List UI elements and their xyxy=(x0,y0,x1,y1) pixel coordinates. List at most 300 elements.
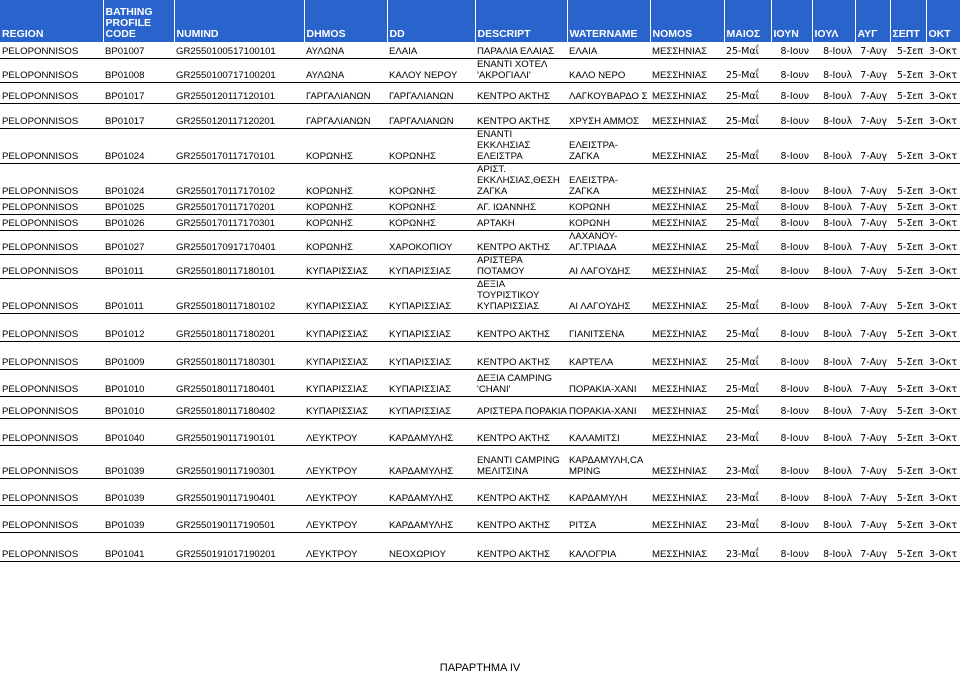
col-nomos-cell: ΜΕΣΣΗΝΙΑΣ xyxy=(650,396,724,418)
col-watername-cell: ΑΙ ΛΑΓΟΥΔΗΣ xyxy=(567,278,650,313)
col-dd-cell: ΚΑΡΔΑΜΥΛΗΣ xyxy=(387,478,475,505)
col-okt-cell: 3-Οκτ xyxy=(926,163,960,198)
col-ioun-cell: 8-Ιουν xyxy=(771,532,812,561)
col-sept-cell: 5-Σεπ xyxy=(890,278,926,313)
col-maios-cell: 25-Μαΐ xyxy=(724,198,771,214)
col-dhmos-cell: ΛΕΥΚΤΡΟΥ xyxy=(304,445,387,478)
col-region-cell: PELOPONNISOS xyxy=(0,163,103,198)
col-region-cell: PELOPONNISOS xyxy=(0,278,103,313)
col-dd-cell: ΚΑΡΔΑΜΥΛΗΣ xyxy=(387,505,475,532)
col-dd-cell: ΚΟΡΩΝΗΣ xyxy=(387,198,475,214)
col-avg-cell: 7-Αυγ xyxy=(855,396,890,418)
col-descript-cell: ΑΡΙΣΤ. ΕΚΚΛΗΣΙΑΣ,ΘΕΣΗ ΖΑΓΚΑ xyxy=(475,163,567,198)
col-descript-cell: ΕΝΑΝΤΙ ΧΟΤΕΛ 'ΑΚΡΟΓΙΑΛΙ' xyxy=(475,58,567,82)
col-okt-cell: 3-Οκτ xyxy=(926,532,960,561)
col-nomos-cell: ΜΕΣΣΗΝΙΑΣ xyxy=(650,313,724,341)
col-nomos-cell: ΜΕΣΣΗΝΙΑΣ xyxy=(650,369,724,396)
col-ioul-cell: 8-Ιουλ xyxy=(812,42,855,58)
col-sept-cell: 5-Σεπ xyxy=(890,341,926,369)
col-ioun-cell: 8-Ιουν xyxy=(771,445,812,478)
col-bathing-profile-code-cell: BP01011 xyxy=(103,254,174,278)
col-dd-cell: ΝΕΟΧΩΡΙΟΥ xyxy=(387,532,475,561)
col-bathing-profile-code-cell: BP01008 xyxy=(103,58,174,82)
col-numind-cell: GR2550170917170401 xyxy=(174,230,304,254)
col-ioun-cell: 8-Ιουν xyxy=(771,369,812,396)
col-ioun-cell: 8-Ιουν xyxy=(771,58,812,82)
col-dhmos-cell: ΓΑΡΓΑΛΙΑΝΩΝ xyxy=(304,103,387,128)
col-maios-cell: 25-Μαΐ xyxy=(724,163,771,198)
col-dd-cell: ΚΥΠΑΡΙΣΣΙΑΣ xyxy=(387,369,475,396)
col-ioul-cell: 8-Ιουλ xyxy=(812,254,855,278)
col-maios-cell: 23-Μαΐ xyxy=(724,418,771,445)
table-row xyxy=(0,163,960,198)
col-avg-cell: 7-Αυγ xyxy=(855,532,890,561)
table-row xyxy=(0,341,960,369)
col-dhmos-cell: ΚΟΡΩΝΗΣ xyxy=(304,230,387,254)
col-numind-header: NUMIND xyxy=(174,0,304,42)
col-region-cell: PELOPONNISOS xyxy=(0,42,103,58)
table-row xyxy=(0,505,960,532)
col-nomos-cell: ΜΕΣΣΗΝΙΑΣ xyxy=(650,254,724,278)
col-dd-cell: ΓΑΡΓΑΛΙΑΝΩΝ xyxy=(387,103,475,128)
col-sept-cell: 5-Σεπ xyxy=(890,230,926,254)
col-maios-cell: 25-Μαΐ xyxy=(724,214,771,230)
col-okt-cell: 3-Οκτ xyxy=(926,58,960,82)
col-numind-cell: GR2550191017190201 xyxy=(174,532,304,561)
col-watername-cell: ΠΟΡΑΚΙΑ-ΧΑΝΙ xyxy=(567,396,650,418)
col-watername-cell: ΚΑΛΟΓΡΙΑ xyxy=(567,532,650,561)
col-dd-cell: ΚΑΡΔΑΜΥΛΗΣ xyxy=(387,445,475,478)
col-dd-cell: ΚΥΠΑΡΙΣΣΙΑΣ xyxy=(387,341,475,369)
col-maios-cell: 25-Μαΐ xyxy=(724,103,771,128)
col-ioul-cell: 8-Ιουλ xyxy=(812,478,855,505)
col-descript-cell: ΑΡΙΣΤΕΡΑ ΠΟΤΑΜΟΥ xyxy=(475,254,567,278)
col-sept-cell: 5-Σεπ xyxy=(890,418,926,445)
col-maios-cell: 25-Μαΐ xyxy=(724,341,771,369)
col-bathing-profile-code-cell: BP01017 xyxy=(103,82,174,103)
col-avg-cell: 7-Αυγ xyxy=(855,418,890,445)
col-sept-cell: 5-Σεπ xyxy=(890,214,926,230)
col-descript-cell: ΚΕΝΤΡΟ ΑΚΤΗΣ xyxy=(475,418,567,445)
col-avg-cell: 7-Αυγ xyxy=(855,478,890,505)
col-descript-cell: ΚΕΝΤΡΟ ΑΚΤΗΣ xyxy=(475,82,567,103)
col-ioun-cell: 8-Ιουν xyxy=(771,341,812,369)
col-numind-cell: GR2550190117190301 xyxy=(174,445,304,478)
col-okt-cell: 3-Οκτ xyxy=(926,478,960,505)
col-okt-cell: 3-Οκτ xyxy=(926,198,960,214)
col-numind-cell: GR2550180117180101 xyxy=(174,254,304,278)
col-avg-cell: 7-Αυγ xyxy=(855,103,890,128)
table-row xyxy=(0,396,960,418)
col-dhmos-cell: ΑΥΛΩΝΑ xyxy=(304,42,387,58)
col-dhmos-cell: ΚΟΡΩΝΗΣ xyxy=(304,128,387,163)
col-sept-cell: 5-Σεπ xyxy=(890,163,926,198)
col-nomos-cell: ΜΕΣΣΗΝΙΑΣ xyxy=(650,58,724,82)
col-okt-cell: 3-Οκτ xyxy=(926,369,960,396)
col-ioun-cell: 8-Ιουν xyxy=(771,128,812,163)
col-avg-cell: 7-Αυγ xyxy=(855,128,890,163)
col-ioul-cell: 8-Ιουλ xyxy=(812,505,855,532)
col-dhmos-cell: ΛΕΥΚΤΡΟΥ xyxy=(304,505,387,532)
table-row xyxy=(0,532,960,561)
col-maios-cell: 23-Μαΐ xyxy=(724,478,771,505)
col-region-cell: PELOPONNISOS xyxy=(0,445,103,478)
col-ioul-cell: 8-Ιουλ xyxy=(812,396,855,418)
col-dd-header: DD xyxy=(387,0,475,42)
col-descript-cell: ΚΕΝΤΡΟ ΑΚΤΗΣ xyxy=(475,478,567,505)
col-maios-cell: 23-Μαΐ xyxy=(724,532,771,561)
col-watername-cell: ΚΟΡΩΝΗ xyxy=(567,214,650,230)
col-watername-header: WATERNAME xyxy=(567,0,650,42)
col-watername-cell: ΕΛΕΙΣΤΡΑ- ΖΑΓΚΑ xyxy=(567,163,650,198)
col-bathing-profile-code-cell: BP01025 xyxy=(103,198,174,214)
col-region-cell: PELOPONNISOS xyxy=(0,313,103,341)
table-row xyxy=(0,82,960,103)
col-okt-cell: 3-Οκτ xyxy=(926,82,960,103)
table-row xyxy=(0,103,960,128)
col-sept-cell: 5-Σεπ xyxy=(890,82,926,103)
table-row xyxy=(0,369,960,396)
col-numind-cell: GR2550170117170201 xyxy=(174,198,304,214)
col-nomos-cell: ΜΕΣΣΗΝΙΑΣ xyxy=(650,341,724,369)
col-watername-cell: ΚΟΡΩΝΗ xyxy=(567,198,650,214)
col-ioul-cell: 8-Ιουλ xyxy=(812,418,855,445)
col-sept-cell: 5-Σεπ xyxy=(890,478,926,505)
col-maios-header: ΜΑΙΟΣ xyxy=(724,0,771,42)
col-avg-cell: 7-Αυγ xyxy=(855,230,890,254)
col-avg-cell: 7-Αυγ xyxy=(855,341,890,369)
col-dhmos-cell: ΚΥΠΑΡΙΣΣΙΑΣ xyxy=(304,313,387,341)
col-nomos-cell: ΜΕΣΣΗΝΙΑΣ xyxy=(650,505,724,532)
col-ioun-cell: 8-Ιουν xyxy=(771,478,812,505)
col-nomos-cell: ΜΕΣΣΗΝΙΑΣ xyxy=(650,478,724,505)
col-sept-cell: 5-Σεπ xyxy=(890,58,926,82)
col-bathing-profile-code-header: BATHING PROFILE CODE xyxy=(103,0,174,42)
col-maios-cell: 25-Μαΐ xyxy=(724,58,771,82)
col-region-cell: PELOPONNISOS xyxy=(0,128,103,163)
col-numind-cell: GR2550180117180401 xyxy=(174,369,304,396)
col-bathing-profile-code-cell: BP01024 xyxy=(103,163,174,198)
col-numind-cell: GR2550100517100101 xyxy=(174,42,304,58)
col-numind-cell: GR2550180117180201 xyxy=(174,313,304,341)
col-ioul-cell: 8-Ιουλ xyxy=(812,214,855,230)
footer-annex-label: ΠΑΡΑΡΤΗΜΑ IV xyxy=(439,662,521,674)
col-maios-cell: 25-Μαΐ xyxy=(724,82,771,103)
col-numind-cell: GR2550180117180402 xyxy=(174,396,304,418)
col-watername-cell: ΛΑΓΚΟΥΒΑΡΔΟ Σ xyxy=(567,82,650,103)
col-avg-cell: 7-Αυγ xyxy=(855,505,890,532)
col-avg-cell: 7-Αυγ xyxy=(855,198,890,214)
header-row xyxy=(0,0,960,42)
col-nomos-cell: ΜΕΣΣΗΝΙΑΣ xyxy=(650,418,724,445)
col-sept-header: ΣΕΠΤ xyxy=(890,0,926,42)
col-descript-cell: ΚΕΝΤΡΟ ΑΚΤΗΣ xyxy=(475,103,567,128)
col-dhmos-cell: ΓΑΡΓΑΛΙΑΝΩΝ xyxy=(304,82,387,103)
col-ioul-cell: 8-Ιουλ xyxy=(812,369,855,396)
col-maios-cell: 25-Μαΐ xyxy=(724,128,771,163)
col-nomos-cell: ΜΕΣΣΗΝΙΑΣ xyxy=(650,230,724,254)
col-okt-cell: 3-Οκτ xyxy=(926,254,960,278)
col-ioul-cell: 8-Ιουλ xyxy=(812,103,855,128)
col-region-cell: PELOPONNISOS xyxy=(0,82,103,103)
col-watername-cell: ΚΑΡΤΕΛΑ xyxy=(567,341,650,369)
col-bathing-profile-code-cell: BP01009 xyxy=(103,341,174,369)
col-watername-cell: ΓΙΑΝΙΤΣΕΝΑ xyxy=(567,313,650,341)
col-nomos-header: NOMOS xyxy=(650,0,724,42)
col-ioun-cell: 8-Ιουν xyxy=(771,230,812,254)
col-bathing-profile-code-cell: BP01012 xyxy=(103,313,174,341)
col-avg-cell: 7-Αυγ xyxy=(855,82,890,103)
col-sept-cell: 5-Σεπ xyxy=(890,103,926,128)
col-dd-cell: ΚΟΡΩΝΗΣ xyxy=(387,214,475,230)
col-okt-cell: 3-Οκτ xyxy=(926,418,960,445)
col-sept-cell: 5-Σεπ xyxy=(890,128,926,163)
col-numind-cell: GR2550120117120201 xyxy=(174,103,304,128)
col-sept-cell: 5-Σεπ xyxy=(890,42,926,58)
col-nomos-cell: ΜΕΣΣΗΝΙΑΣ xyxy=(650,163,724,198)
col-descript-cell: ΕΝΑΝΤΙ ΕΚΚΛΗΣΙΑΣ ΕΛΕΙΣΤΡΑ xyxy=(475,128,567,163)
col-region-cell: PELOPONNISOS xyxy=(0,198,103,214)
col-okt-cell: 3-Οκτ xyxy=(926,128,960,163)
col-bathing-profile-code-cell: BP01026 xyxy=(103,214,174,230)
col-region-cell: PELOPONNISOS xyxy=(0,369,103,396)
col-nomos-cell: ΜΕΣΣΗΝΙΑΣ xyxy=(650,103,724,128)
col-dhmos-cell: ΚΥΠΑΡΙΣΣΙΑΣ xyxy=(304,341,387,369)
table-row xyxy=(0,230,960,254)
col-maios-cell: 25-Μαΐ xyxy=(724,42,771,58)
col-region-cell: PELOPONNISOS xyxy=(0,418,103,445)
col-nomos-cell: ΜΕΣΣΗΝΙΑΣ xyxy=(650,42,724,58)
col-okt-cell: 3-Οκτ xyxy=(926,214,960,230)
col-sept-cell: 5-Σεπ xyxy=(890,313,926,341)
col-dhmos-cell: ΚΟΡΩΝΗΣ xyxy=(304,198,387,214)
col-numind-cell: GR2550180117180102 xyxy=(174,278,304,313)
col-ioun-cell: 8-Ιουν xyxy=(771,313,812,341)
col-numind-cell: GR2550190117190401 xyxy=(174,478,304,505)
col-nomos-cell: ΜΕΣΣΗΝΙΑΣ xyxy=(650,198,724,214)
col-numind-cell: GR2550190117190101 xyxy=(174,418,304,445)
col-okt-cell: 3-Οκτ xyxy=(926,445,960,478)
col-bathing-profile-code-cell: BP01039 xyxy=(103,478,174,505)
col-descript-cell: ΑΡΙΣΤΕΡΑ ΠΟΡΑΚΙΑ xyxy=(475,396,567,418)
col-numind-cell: GR2550170117170301 xyxy=(174,214,304,230)
col-region-cell: PELOPONNISOS xyxy=(0,341,103,369)
col-avg-cell: 7-Αυγ xyxy=(855,369,890,396)
table-row xyxy=(0,418,960,445)
col-watername-cell: ΚΑΛΑΜΙΤΣΙ xyxy=(567,418,650,445)
col-ioul-cell: 8-Ιουλ xyxy=(812,313,855,341)
col-bathing-profile-code-cell: BP01039 xyxy=(103,445,174,478)
col-ioun-header: ΙΟΥΝ xyxy=(771,0,812,42)
col-bathing-profile-code-cell: BP01010 xyxy=(103,396,174,418)
col-dhmos-cell: ΚΥΠΑΡΙΣΣΙΑΣ xyxy=(304,254,387,278)
col-numind-cell: GR2550180117180301 xyxy=(174,341,304,369)
col-dd-cell: ΚΥΠΑΡΙΣΣΙΑΣ xyxy=(387,396,475,418)
col-nomos-cell: ΜΕΣΣΗΝΙΑΣ xyxy=(650,532,724,561)
col-sept-cell: 5-Σεπ xyxy=(890,445,926,478)
col-okt-cell: 3-Οκτ xyxy=(926,42,960,58)
col-ioun-cell: 8-Ιουν xyxy=(771,82,812,103)
col-avg-cell: 7-Αυγ xyxy=(855,254,890,278)
col-dd-cell: ΚΥΠΑΡΙΣΣΙΑΣ xyxy=(387,254,475,278)
col-okt-cell: 3-Οκτ xyxy=(926,103,960,128)
col-descript-cell: ΚΕΝΤΡΟ ΑΚΤΗΣ xyxy=(475,505,567,532)
col-maios-cell: 25-Μαΐ xyxy=(724,278,771,313)
col-maios-cell: 23-Μαΐ xyxy=(724,445,771,478)
col-descript-cell: ΚΕΝΤΡΟ ΑΚΤΗΣ xyxy=(475,532,567,561)
col-watername-cell: ΧΡΥΣΗ ΑΜΜΟΣ xyxy=(567,103,650,128)
col-ioun-cell: 8-Ιουν xyxy=(771,254,812,278)
col-numind-cell: GR2550100717100201 xyxy=(174,58,304,82)
col-dhmos-cell: ΛΕΥΚΤΡΟΥ xyxy=(304,418,387,445)
col-descript-cell: ΠΑΡΑΛΙΑ ΕΛΑΙΑΣ xyxy=(475,42,567,58)
col-okt-cell: 3-Οκτ xyxy=(926,230,960,254)
col-nomos-cell: ΜΕΣΣΗΝΙΑΣ xyxy=(650,278,724,313)
col-descript-cell: ΔΕΞΙΑ ΤΟΥΡΙΣΤΙΚΟΥ ΚΥΠΑΡΙΣΣΙΑΣ xyxy=(475,278,567,313)
col-dhmos-header: DHMOS xyxy=(304,0,387,42)
col-ioun-cell: 8-Ιουν xyxy=(771,505,812,532)
col-ioul-cell: 8-Ιουλ xyxy=(812,278,855,313)
col-bathing-profile-code-cell: BP01010 xyxy=(103,369,174,396)
col-avg-cell: 7-Αυγ xyxy=(855,313,890,341)
col-ioun-cell: 8-Ιουν xyxy=(771,42,812,58)
col-okt-cell: 3-Οκτ xyxy=(926,505,960,532)
col-watername-cell: ΡΙΤΣΑ xyxy=(567,505,650,532)
col-ioun-cell: 8-Ιουν xyxy=(771,278,812,313)
col-maios-cell: 25-Μαΐ xyxy=(724,369,771,396)
col-nomos-cell: ΜΕΣΣΗΝΙΑΣ xyxy=(650,82,724,103)
col-dhmos-cell: ΛΕΥΚΤΡΟΥ xyxy=(304,532,387,561)
col-maios-cell: 25-Μαΐ xyxy=(724,396,771,418)
col-ioul-cell: 8-Ιουλ xyxy=(812,230,855,254)
col-region-cell: PELOPONNISOS xyxy=(0,478,103,505)
col-region-cell: PELOPONNISOS xyxy=(0,58,103,82)
col-watername-cell: ΛΑΧΑΝΟΥ- ΑΓ.ΤΡΙΑΔΑ xyxy=(567,230,650,254)
col-avg-cell: 7-Αυγ xyxy=(855,58,890,82)
col-ioun-cell: 8-Ιουν xyxy=(771,214,812,230)
col-dhmos-cell: ΚΥΠΑΡΙΣΣΙΑΣ xyxy=(304,278,387,313)
col-ioul-cell: 8-Ιουλ xyxy=(812,445,855,478)
col-nomos-cell: ΜΕΣΣΗΝΙΑΣ xyxy=(650,128,724,163)
col-okt-header: ΟΚΤ xyxy=(926,0,960,42)
col-maios-cell: 25-Μαΐ xyxy=(724,313,771,341)
table-row xyxy=(0,254,960,278)
col-avg-cell: 7-Αυγ xyxy=(855,214,890,230)
col-watername-cell: ΚΑΡΔΑΜΥΛΗ xyxy=(567,478,650,505)
col-okt-cell: 3-Οκτ xyxy=(926,313,960,341)
col-ioun-cell: 8-Ιουν xyxy=(771,418,812,445)
col-maios-cell: 25-Μαΐ xyxy=(724,254,771,278)
col-bathing-profile-code-cell: BP01011 xyxy=(103,278,174,313)
col-region-cell: PELOPONNISOS xyxy=(0,532,103,561)
col-region-cell: PELOPONNISOS xyxy=(0,396,103,418)
col-dhmos-cell: ΚΟΡΩΝΗΣ xyxy=(304,214,387,230)
col-descript-cell: ΚΕΝΤΡΟ ΑΚΤΗΣ xyxy=(475,341,567,369)
col-avg-cell: 7-Αυγ xyxy=(855,163,890,198)
col-maios-cell: 23-Μαΐ xyxy=(724,505,771,532)
col-sept-cell: 5-Σεπ xyxy=(890,369,926,396)
col-ioun-cell: 8-Ιουν xyxy=(771,198,812,214)
col-nomos-cell: ΜΕΣΣΗΝΙΑΣ xyxy=(650,445,724,478)
col-watername-cell: ΚΑΡΔΑΜΥΛΗ,CA MPING xyxy=(567,445,650,478)
col-watername-cell: ΠΟΡΑΚΙΑ-ΧΑΝΙ xyxy=(567,369,650,396)
col-ioul-cell: 8-Ιουλ xyxy=(812,82,855,103)
col-okt-cell: 3-Οκτ xyxy=(926,341,960,369)
col-sept-cell: 5-Σεπ xyxy=(890,198,926,214)
col-dhmos-cell: ΚΟΡΩΝΗΣ xyxy=(304,163,387,198)
col-nomos-cell: ΜΕΣΣΗΝΙΑΣ xyxy=(650,214,724,230)
table-row xyxy=(0,445,960,478)
col-ioul-header: ΙΟΥΛ xyxy=(812,0,855,42)
col-watername-cell: ΑΙ ΛΑΓΟΥΔΗΣ xyxy=(567,254,650,278)
col-bathing-profile-code-cell: BP01039 xyxy=(103,505,174,532)
col-descript-cell: ΔΕΞΙΑ CAMPING 'CHANI' xyxy=(475,369,567,396)
col-maios-cell: 25-Μαΐ xyxy=(724,230,771,254)
col-region-cell: PELOPONNISOS xyxy=(0,103,103,128)
table-row xyxy=(0,313,960,341)
col-sept-cell: 5-Σεπ xyxy=(890,254,926,278)
col-numind-cell: GR2550190117190501 xyxy=(174,505,304,532)
col-dd-cell: ΚΟΡΩΝΗΣ xyxy=(387,163,475,198)
col-dhmos-cell: ΚΥΠΑΡΙΣΣΙΑΣ xyxy=(304,369,387,396)
col-sept-cell: 5-Σεπ xyxy=(890,532,926,561)
col-ioun-cell: 8-Ιουν xyxy=(771,396,812,418)
col-dhmos-cell: ΚΥΠΑΡΙΣΣΙΑΣ xyxy=(304,396,387,418)
col-sept-cell: 5-Σεπ xyxy=(890,396,926,418)
col-dhmos-cell: ΑΥΛΩΝΑ xyxy=(304,58,387,82)
table-row xyxy=(0,42,960,58)
col-numind-cell: GR2550120117120101 xyxy=(174,82,304,103)
col-ioul-cell: 8-Ιουλ xyxy=(812,58,855,82)
col-region-cell: PELOPONNISOS xyxy=(0,254,103,278)
col-descript-cell: ΚΕΝΤΡΟ ΑΚΤΗΣ xyxy=(475,313,567,341)
col-region-cell: PELOPONNISOS xyxy=(0,214,103,230)
col-okt-cell: 3-Οκτ xyxy=(926,396,960,418)
col-ioul-cell: 8-Ιουλ xyxy=(812,128,855,163)
col-okt-cell: 3-Οκτ xyxy=(926,278,960,313)
col-bathing-profile-code-cell: BP01017 xyxy=(103,103,174,128)
col-descript-cell: ΑΓ. ΙΩΑΝΝΗΣ xyxy=(475,198,567,214)
table-row xyxy=(0,198,960,214)
table-row xyxy=(0,58,960,82)
col-descript-header: DESCRIPT xyxy=(475,0,567,42)
col-dd-cell: ΚΑΡΔΑΜΥΛΗΣ xyxy=(387,418,475,445)
table-row xyxy=(0,478,960,505)
col-ioul-cell: 8-Ιουλ xyxy=(812,532,855,561)
col-watername-cell: ΚΑΛΟ ΝΕΡΟ xyxy=(567,58,650,82)
col-ioul-cell: 8-Ιουλ xyxy=(812,341,855,369)
col-descript-cell: ΑΡΤΑΚΗ xyxy=(475,214,567,230)
table-row xyxy=(0,128,960,163)
table-row xyxy=(0,278,960,313)
col-watername-cell: ΕΛΕΙΣΤΡΑ- ΖΑΓΚΑ xyxy=(567,128,650,163)
table-row xyxy=(0,214,960,230)
col-bathing-profile-code-cell: BP01024 xyxy=(103,128,174,163)
col-avg-cell: 7-Αυγ xyxy=(855,278,890,313)
col-dd-cell: ΚΟΡΩΝΗΣ xyxy=(387,128,475,163)
col-descript-cell: ΕΝΑΝΤΙ CAMPING ΜΕΛΙΤΣΙΝΑ xyxy=(475,445,567,478)
col-ioul-cell: 8-Ιουλ xyxy=(812,198,855,214)
col-avg-cell: 7-Αυγ xyxy=(855,42,890,58)
col-sept-cell: 5-Σεπ xyxy=(890,505,926,532)
col-ioun-cell: 8-Ιουν xyxy=(771,163,812,198)
col-bathing-profile-code-cell: BP01027 xyxy=(103,230,174,254)
col-dd-cell: ΓΑΡΓΑΛΙΑΝΩΝ xyxy=(387,82,475,103)
col-numind-cell: GR2550170117170101 xyxy=(174,128,304,163)
col-numind-cell: GR2550170117170102 xyxy=(174,163,304,198)
col-avg-header: ΑΥΓ xyxy=(855,0,890,42)
col-bathing-profile-code-cell: BP01040 xyxy=(103,418,174,445)
